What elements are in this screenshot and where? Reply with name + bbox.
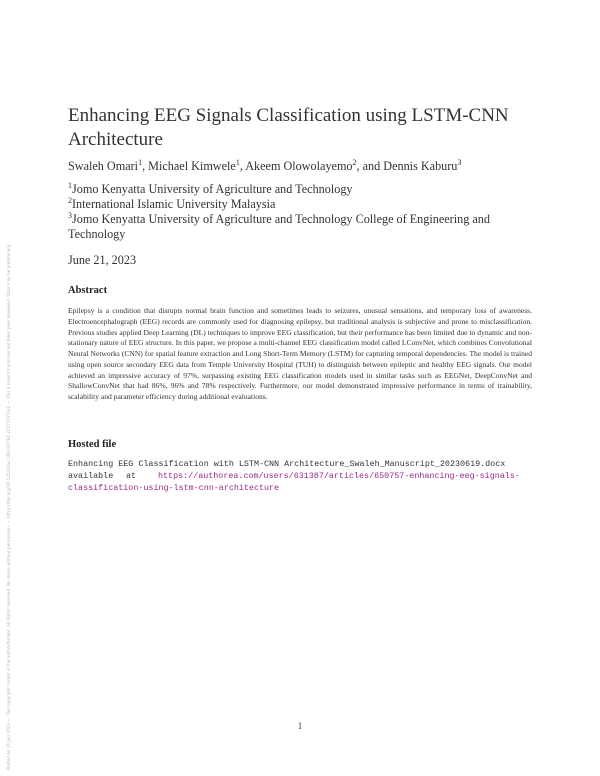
affiliation xyxy=(68,182,538,197)
hosted-file-block xyxy=(68,458,538,494)
affiliation-list xyxy=(68,182,538,242)
author-affiliation-marker: 1 xyxy=(138,157,143,167)
affiliation xyxy=(68,197,538,212)
available-label: available xyxy=(68,471,114,481)
at-label: at xyxy=(126,471,137,481)
author-name: Dennis Kaburu xyxy=(383,159,458,173)
author-name: Swaleh Omari xyxy=(68,159,139,173)
author-affiliation-marker: 3 xyxy=(457,157,462,167)
hosted-file-link-continued[interactable]: classification-using-lstm-cnn-architecture xyxy=(68,483,280,493)
affiliation-text: International Islamic University Malaysia xyxy=(72,197,276,211)
publication-date: June 21, 2023 xyxy=(68,253,137,267)
hosted-file-heading: Hosted file xyxy=(68,439,117,450)
paper-title: Enhancing EEG Signals Classification using LSTM-CNN Architecture xyxy=(68,105,509,150)
page-number: 1 xyxy=(297,721,303,731)
affiliation-text: Jomo Kenyatta University of Agriculture and Technology xyxy=(72,182,353,196)
hosted-file-link[interactable]: https://authorea.com/users/631387/articles/650757-enhancing-eeg-signals- xyxy=(158,471,520,481)
abstract-heading: Abstract xyxy=(68,285,108,296)
author-name: Akeem Olowolayemo xyxy=(245,159,353,173)
author-separator: , and xyxy=(356,159,384,173)
affiliation-marker: 1 xyxy=(68,180,72,190)
author-separator: , xyxy=(239,159,246,173)
hosted-filename: Enhancing EEG Classification with LSTM-CNN Architecture_Swaleh_Manuscript_20230619.docx xyxy=(68,459,506,469)
sidebar-note: Posted on 21 Jun 2023 — The copyright holder is the author/funder. All rights reserved. No reuse without permission. — https://doi.org/10.22541/au.168737792.22271577/v1 — This a preprint and has not been peer reviewed. Data may be preliminary. xyxy=(6,243,11,770)
hosted-link-line xyxy=(68,470,538,482)
author-separator: , xyxy=(142,159,149,173)
author-affiliation-marker: 1 xyxy=(235,157,240,167)
abstract-text: Epilepsy is a condition that disrupts normal brain function and sometimes leads to seizures, unusual sensations, and temporary loss of awareness. Electroencephalograph (EEG) records are commonly used for diagnosing epilepsy, but traditional analysis is subjective and prone to misclassification. Previous studies applied Deep Learning (DL) techniques to improve EEG classification, but their performance has been limited due to dynamic and non-stationary nature of EEG structure. In this paper, we propose a multi-channel EEG classification model called LConvNet, which combines Convolutional Neural Networks (CNN) for spatial feature extraction and Long Short-Term Memory (LSTM) for capturing temporal dependencies. The model is trained using open source secondary EEG data from Temple University Hospital (TUH) to distinguish between epileptic and healthy EEG signals. Our model achieved an impressive accuracy of 97%, surpassing existing EEG classification models used in similar tasks such as EEGNet, DeepConvNet and ShallowConvNet that had 86%, 96% and 78% respectively. Furthermore, our model demonstrated impressive performance in terms of trainability, scalability and parameter efficiency during additional evaluations. xyxy=(68,306,532,401)
author-affiliation-marker: 2 xyxy=(352,157,357,167)
affiliation-marker: 3 xyxy=(68,210,72,220)
affiliation xyxy=(68,212,538,242)
affiliation-text: Jomo Kenyatta University of Agriculture and Technology College of Engineering and Technology xyxy=(68,212,490,241)
affiliation-marker: 2 xyxy=(68,195,72,205)
author-name: Michael Kimwele xyxy=(148,159,236,173)
author-list xyxy=(68,159,548,174)
